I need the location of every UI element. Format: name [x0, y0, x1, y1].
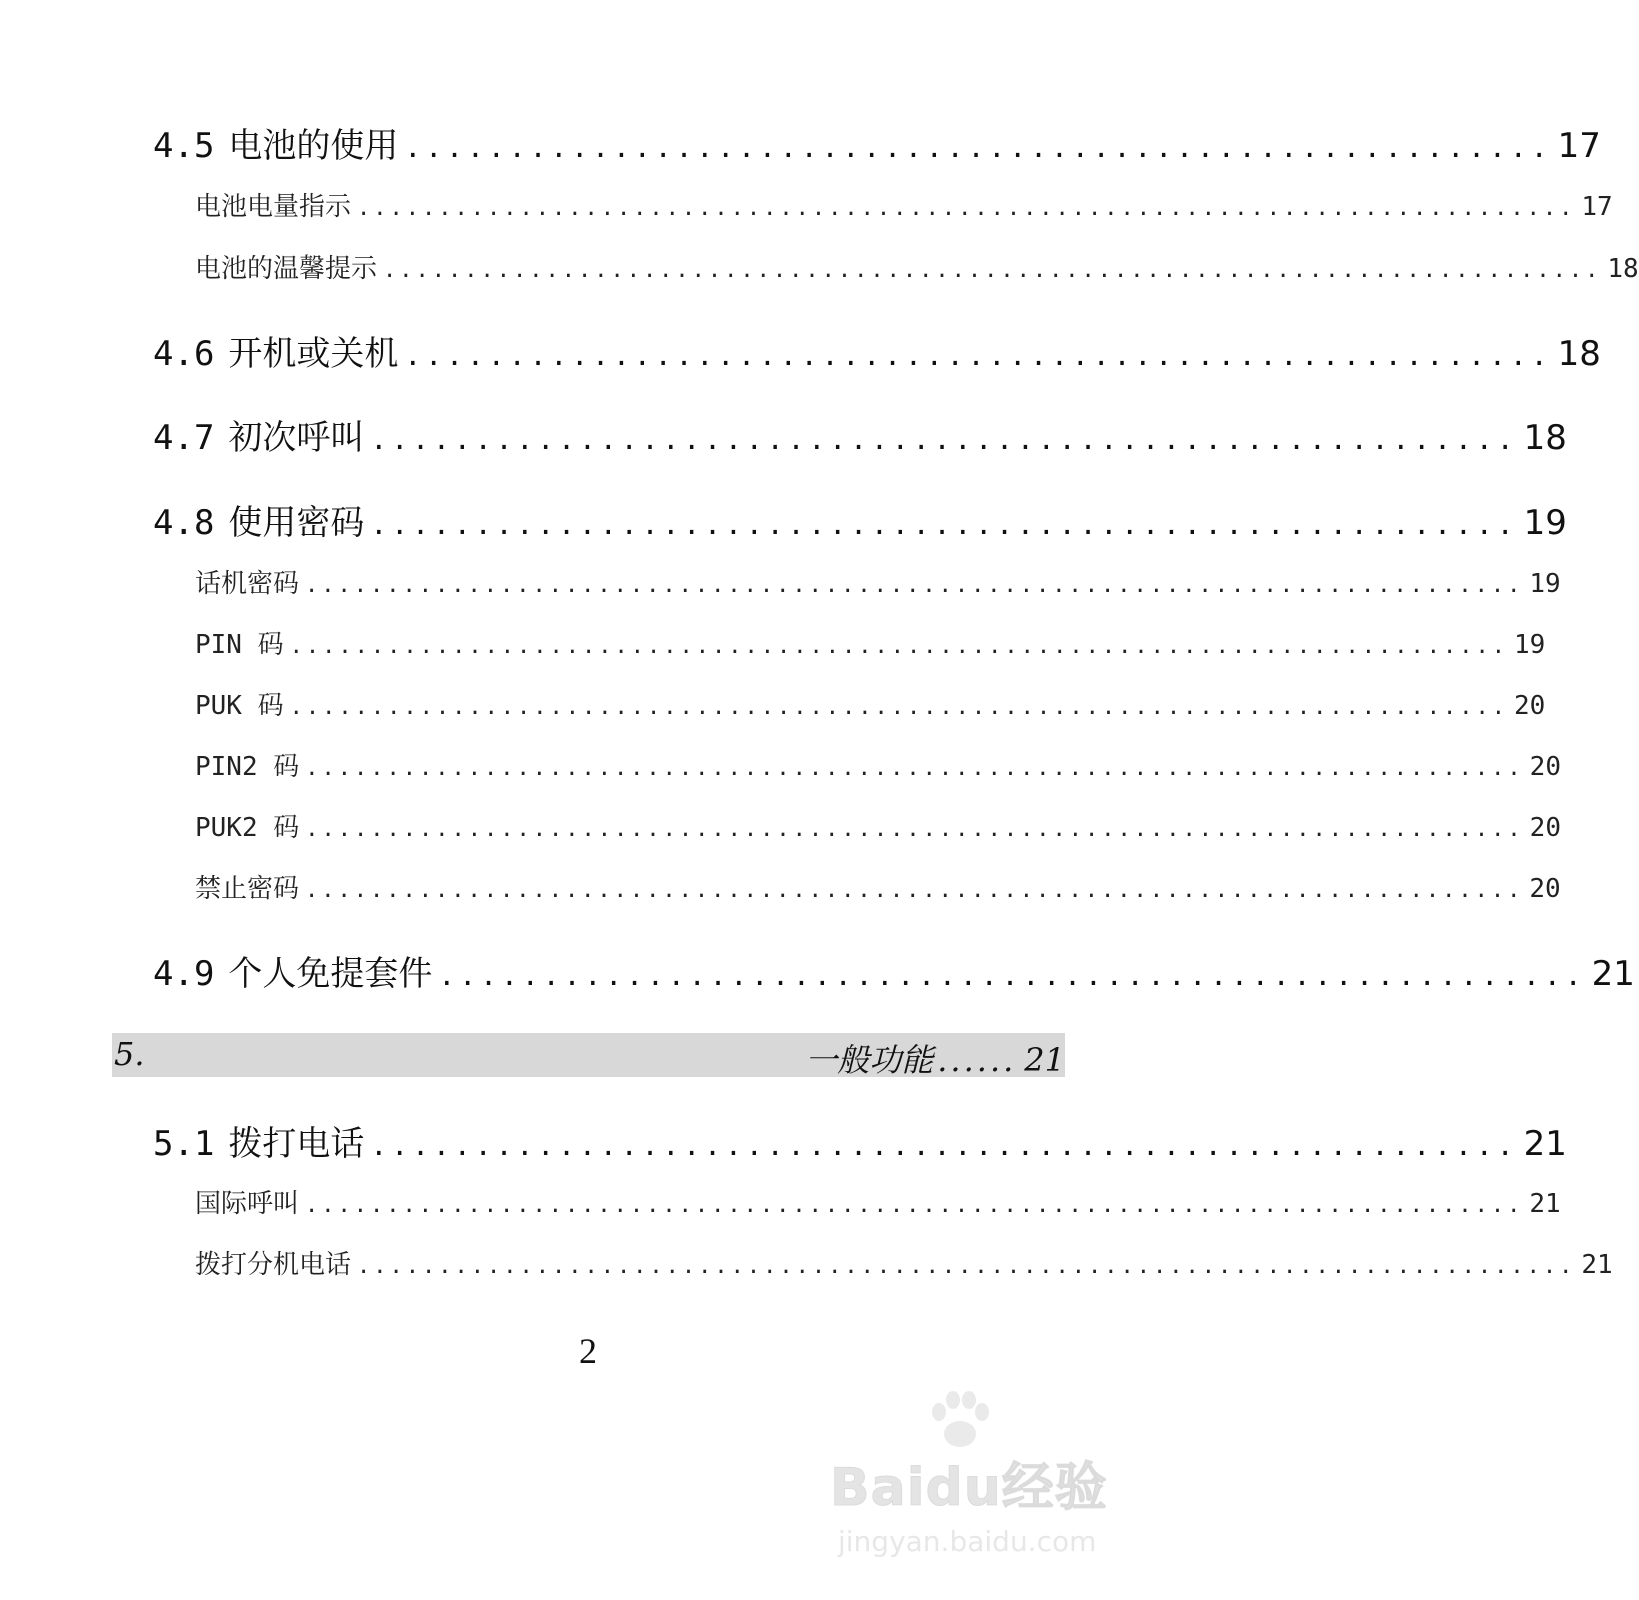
toc-entry-4-7[interactable] [153, 410, 1567, 462]
leader-dots: ........................................................................... [289, 634, 1509, 659]
leader-dots: ....................................................... [370, 1129, 1518, 1162]
page-ref: 19 [1529, 569, 1561, 599]
subsection-title: 国际呼叫 [195, 1189, 300, 1219]
subsection-title: 电池电量指示 [195, 192, 352, 222]
section-number: 4.5 [153, 126, 215, 166]
watermark-url: jingyan.baidu.com [838, 1525, 1097, 1558]
toc-entry-4-9[interactable] [153, 946, 1635, 998]
toc-entry-phone-password[interactable] [195, 563, 1561, 603]
toc-entry-international-call[interactable] [195, 1183, 1561, 1223]
page-ref: 21 [1024, 1041, 1065, 1079]
leader-dots: ....................................................... [370, 508, 1518, 541]
leader-dots: ........................................................................... [383, 258, 1602, 283]
toc-entry-barring-password[interactable] [195, 868, 1561, 908]
chapter-title: 一般功能 [805, 1041, 934, 1079]
subsection-title: PIN 码 [195, 630, 284, 660]
toc-entry-pin[interactable] [195, 624, 1546, 664]
toc-entry-pin2[interactable] [195, 746, 1561, 786]
section-title: 使用密码 [228, 503, 365, 543]
page-ref: 20 [1529, 813, 1561, 843]
subsection-title: PUK 码 [195, 691, 284, 721]
subsection-title: 禁止密码 [195, 874, 300, 904]
page-ref: 21 [1581, 1250, 1613, 1280]
subsection-title: PUK2 码 [195, 813, 300, 843]
leader-dots: ........................................................................... [305, 1193, 1524, 1218]
subsection-title: 拨打分机电话 [195, 1250, 352, 1280]
page-ref: 20 [1514, 691, 1546, 721]
section-number: 4.6 [153, 334, 215, 374]
page-ref: 21 [1523, 1124, 1567, 1164]
chapter-number: 5. [114, 1035, 145, 1073]
paw-icon [925, 1390, 995, 1450]
subsection-title: 电池的温馨提示 [195, 254, 378, 284]
toc-entry-5-1[interactable] [153, 1116, 1567, 1168]
toc-entry-battery-tips[interactable] [195, 248, 1639, 288]
leader-dots: ........................................................................... [305, 817, 1524, 842]
page-number: 2 [579, 1331, 597, 1371]
section-title: 电池的使用 [228, 126, 399, 166]
toc-entry-extension-call[interactable] [195, 1244, 1613, 1284]
page-ref: 17 [1581, 192, 1613, 222]
leader-dots: ........................................................................... [305, 573, 1524, 598]
section-title: 拨打电话 [228, 1124, 365, 1164]
page-ref: 18 [1607, 254, 1639, 284]
leader-dots: ...... [937, 1041, 1017, 1079]
page-ref: 20 [1529, 874, 1561, 904]
page-ref: 17 [1557, 126, 1601, 166]
toc-entry-puk2[interactable] [195, 807, 1561, 847]
watermark-logo: Baidu经验 [830, 1458, 1108, 1518]
section-number: 4.8 [153, 503, 215, 543]
leader-dots: ........................................................................... [357, 1254, 1576, 1279]
toc-chapter-5[interactable] [112, 1033, 1065, 1077]
toc-entry-4-5[interactable] [153, 118, 1601, 170]
section-number: 4.9 [153, 954, 215, 994]
leader-dots: ....................................................... [370, 423, 1518, 456]
leader-dots: ........................................................................... [305, 756, 1524, 781]
watermark [830, 1390, 1120, 1580]
section-number: 4.7 [153, 418, 215, 458]
toc-entry-4-8[interactable] [153, 495, 1567, 547]
toc-entry-4-6[interactable] [153, 326, 1601, 378]
page-ref: 18 [1557, 334, 1601, 374]
leader-dots: ........................................................................... [305, 878, 1524, 903]
page-ref: 19 [1514, 630, 1546, 660]
section-title: 开机或关机 [228, 334, 399, 374]
page-ref: 18 [1523, 418, 1567, 458]
page-ref: 21 [1529, 1189, 1561, 1219]
page-ref: 21 [1591, 954, 1635, 994]
page-ref: 19 [1523, 503, 1567, 543]
leader-dots: ....................................................... [404, 131, 1552, 164]
subsection-title: PIN2 码 [195, 752, 300, 782]
leader-dots: ....................................................... [438, 959, 1586, 992]
leader-dots: ........................................................................... [357, 196, 1576, 221]
toc-entry-puk[interactable] [195, 685, 1546, 725]
subsection-title: 话机密码 [195, 569, 300, 599]
section-title: 初次呼叫 [228, 418, 365, 458]
section-title: 个人免提套件 [228, 954, 433, 994]
leader-dots: ....................................................... [404, 339, 1552, 372]
toc-entry-battery-level[interactable] [195, 186, 1613, 226]
leader-dots: ........................................................................... [289, 695, 1509, 720]
section-number: 5.1 [153, 1124, 215, 1164]
page-ref: 20 [1529, 752, 1561, 782]
